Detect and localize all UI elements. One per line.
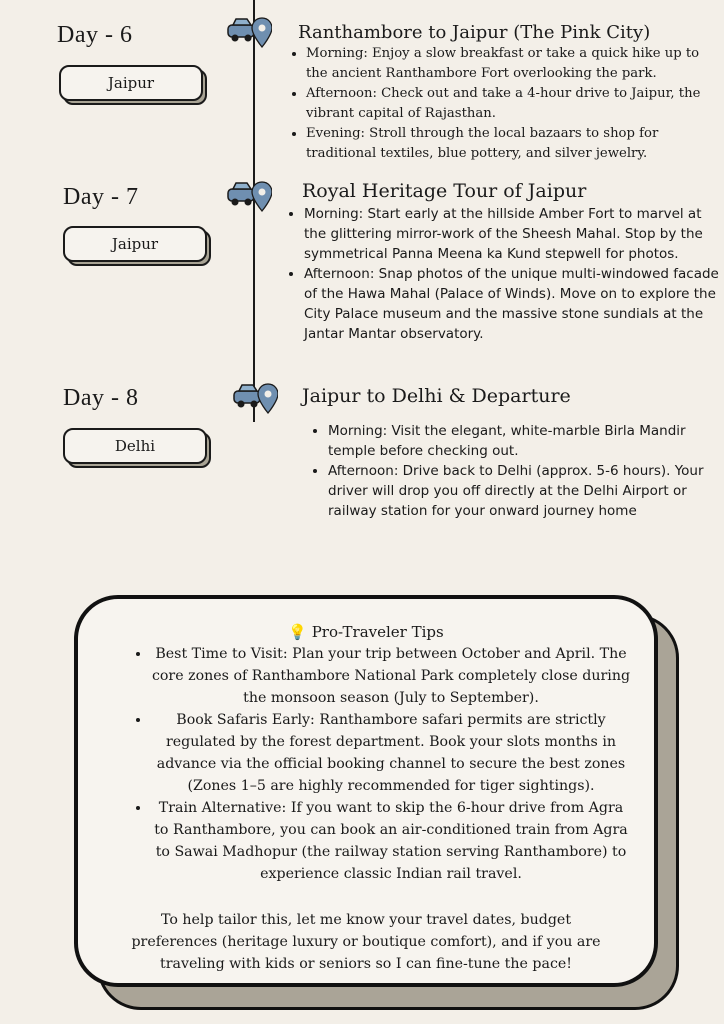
list-item: • Afternoon: Check out and take a 4-hour drive to Jaipur, the vibrant capital of Rajasthan. <box>306 84 716 124</box>
day-activities <box>284 204 722 344</box>
day-title: Ranthambore to Jaipur (The Pink City) <box>298 22 651 43</box>
list-item: • Morning: Visit the elegant, white-marble Birla Mandir temple before checking out. <box>328 421 720 461</box>
day-label: Day - 6 <box>57 22 133 48</box>
day-label: Day - 7 <box>63 184 139 210</box>
day-title: Royal Heritage Tour of Jaipur <box>302 180 587 202</box>
location-badge <box>63 428 205 462</box>
tips-closing-text: To help tailor this, let me know your travel dates, budget preferences (heritage luxury or boutique comfort), and if you are traveling with kids or seniors so I can fine-tune the pace! <box>131 912 601 972</box>
location-badge <box>59 65 201 99</box>
day-activities <box>286 44 716 164</box>
day-title: Jaipur to Delhi & Departure <box>302 385 571 407</box>
car-icon <box>228 19 254 42</box>
location-label: Delhi <box>63 428 207 464</box>
tips-list <box>133 643 631 885</box>
car-location-icon <box>226 180 272 214</box>
map-pin-icon <box>258 384 278 413</box>
location-label: Jaipur <box>63 226 207 262</box>
car-location-icon <box>226 16 272 50</box>
car-icon <box>234 385 260 408</box>
location-label: Jaipur <box>59 65 203 101</box>
list-item: • Afternoon: Drive back to Delhi (approx. 5-6 hours). Your driver will drop you off directly at the Delhi Airport or railway station for your onward journey home <box>328 461 720 521</box>
list-item: • Best Time to Visit: Plan your trip between October and April. The core zones of Ranthambore National Park completely close during the monsoon season (July to September). <box>151 643 631 709</box>
list-item: • Train Alternative: If you want to skip the 6-hour drive from Agra to Ranthambore, you can book an air-conditioned train from Agra to Sawai Madhopur (the railway station serving Ranthambore) to experience classic Indian rail travel. <box>151 797 631 885</box>
list-item: • Afternoon: Snap photos of the unique multi-windowed facade of the Hawa Mahal (Palace of Winds). Move on to explore the City Palace museum and the massive stone sundials at the Jantar Mantar observatory. <box>304 264 722 344</box>
list-item: • Morning: Start early at the hillside Amber Fort to marvel at the glittering mirror-work of the Sheesh Mahal. Stop by the symmetrical Panna Meena ka Kund stepwell for photos. <box>304 204 722 264</box>
list-item: • Book Safaris Early: Ranthambore safari permits are strictly regulated by the forest department. Book your slots months in advance via the official booking channel to secure the best zones (Zones 1–5 are highly recommended for tiger sightings). <box>151 709 631 797</box>
list-item: • Evening: Stroll through the local bazaars to shop for traditional textiles, blue pottery, and silver jewelry. <box>306 124 716 164</box>
tips-box <box>74 595 658 987</box>
map-pin-icon <box>252 182 272 211</box>
car-location-icon <box>232 382 278 416</box>
map-pin-icon <box>252 18 272 47</box>
day-activities <box>308 421 720 521</box>
list-item: • Morning: Enjoy a slow breakfast or take a quick hike up to the ancient Ranthambore Fort overlooking the park. <box>306 44 716 84</box>
tips-title: 💡 Pro-Traveler Tips <box>288 623 444 641</box>
car-icon <box>228 183 254 206</box>
location-badge <box>63 226 205 260</box>
day-label: Day - 8 <box>63 385 139 411</box>
